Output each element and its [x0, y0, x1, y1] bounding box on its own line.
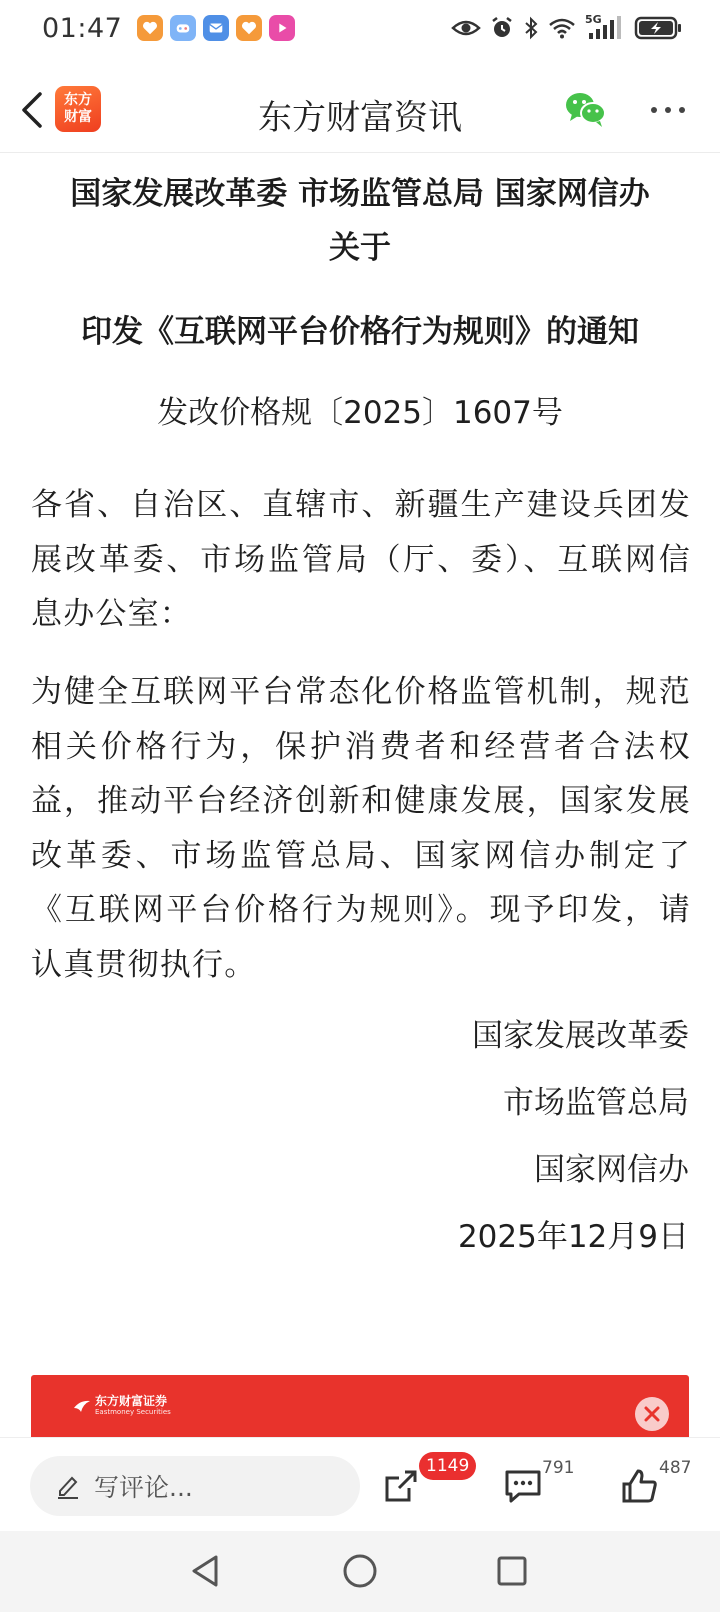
comment-placeholder: 写评论... — [94, 1473, 193, 1502]
wifi-icon — [548, 17, 576, 39]
more-dot — [665, 107, 671, 113]
wechat-icon — [564, 90, 608, 130]
triangle-back-icon — [188, 1553, 222, 1589]
health-app-icon — [236, 15, 262, 41]
signatory: 国家发展改革委 — [472, 1018, 689, 1054]
more-dot — [651, 107, 657, 113]
article-title-line1: 国家发展改革委 市场监管总局 国家网信办 — [70, 176, 650, 212]
bluetooth-icon — [523, 16, 539, 40]
comment-count: 791 — [542, 1458, 575, 1478]
mail-app-icon — [203, 15, 229, 41]
logo-text-line1: 东方 — [64, 92, 92, 108]
page-title: 东方财富资讯 — [258, 98, 462, 138]
signatory: 市场监管总局 — [503, 1085, 689, 1121]
status-bar — [0, 0, 720, 56]
system-navigation-bar — [0, 1531, 720, 1612]
ad-brand-name: 东方财富证券 — [95, 1394, 168, 1408]
addressee-paragraph: 各省、自治区、直辖市、新疆生产建设兵团发展改革委、市场监管局（厅、委）、互联网信息办公室： — [31, 487, 691, 632]
article-title-line2: 关于 — [329, 230, 391, 266]
game-app-icon — [170, 15, 196, 41]
issue-date: 2025年12月9日 — [457, 1219, 689, 1255]
more-dot — [679, 107, 685, 113]
signal-icon — [585, 15, 625, 41]
system-home-button[interactable] — [338, 1549, 382, 1593]
system-back-button[interactable] — [183, 1549, 227, 1593]
health-app-icon — [137, 15, 163, 41]
header-divider — [0, 152, 720, 153]
bottom-action-bar — [0, 1437, 720, 1531]
article-title-line3: 印发《互联网平台价格行为规则》的通知 — [81, 314, 639, 350]
close-icon — [643, 1405, 661, 1423]
more-options-button[interactable] — [648, 92, 688, 128]
like-count: 487 — [659, 1458, 692, 1478]
comment-input[interactable] — [30, 1456, 360, 1516]
ad-brand-sub: Eastmoney Securities — [95, 1408, 171, 1416]
ad-banner[interactable] — [31, 1375, 689, 1437]
wechat-share-button[interactable] — [564, 90, 608, 130]
comment-bubble-icon — [503, 1466, 543, 1506]
pencil-icon — [56, 1473, 80, 1499]
share-icon — [381, 1466, 421, 1506]
ad-close-button[interactable] — [635, 1397, 669, 1431]
share-count-badge: 1149 — [419, 1452, 476, 1480]
bird-logo-icon — [73, 1399, 91, 1413]
battery-charging-icon — [634, 15, 682, 41]
signatory: 国家网信办 — [534, 1152, 689, 1188]
logo-text-line2: 财富 — [64, 109, 92, 125]
video-app-icon — [269, 15, 295, 41]
square-recents-icon — [495, 1554, 529, 1588]
eye-icon — [451, 18, 481, 38]
network-label: 5G — [585, 13, 602, 26]
alarm-icon — [490, 16, 514, 40]
ad-brand-logo — [73, 1395, 171, 1416]
body-paragraph: 为健全互联网平台常态化价格监管机制，规范相关价格行为，保护消费者和经营者合法权益，推动平台经济创新和健康发展，国家发展改革委、市场监管总局、国家网信办制定了《互联网平台价格行为规则》。现予印发，请认真贯彻执行。 — [31, 674, 691, 983]
status-time: 01:47 — [42, 12, 123, 44]
thumbs-up-icon — [620, 1466, 660, 1506]
app-header — [0, 70, 720, 150]
circle-home-icon — [342, 1553, 378, 1589]
document-number: 发改价格规〔2025〕1607号 — [157, 395, 563, 431]
system-recents-button[interactable] — [490, 1549, 534, 1593]
